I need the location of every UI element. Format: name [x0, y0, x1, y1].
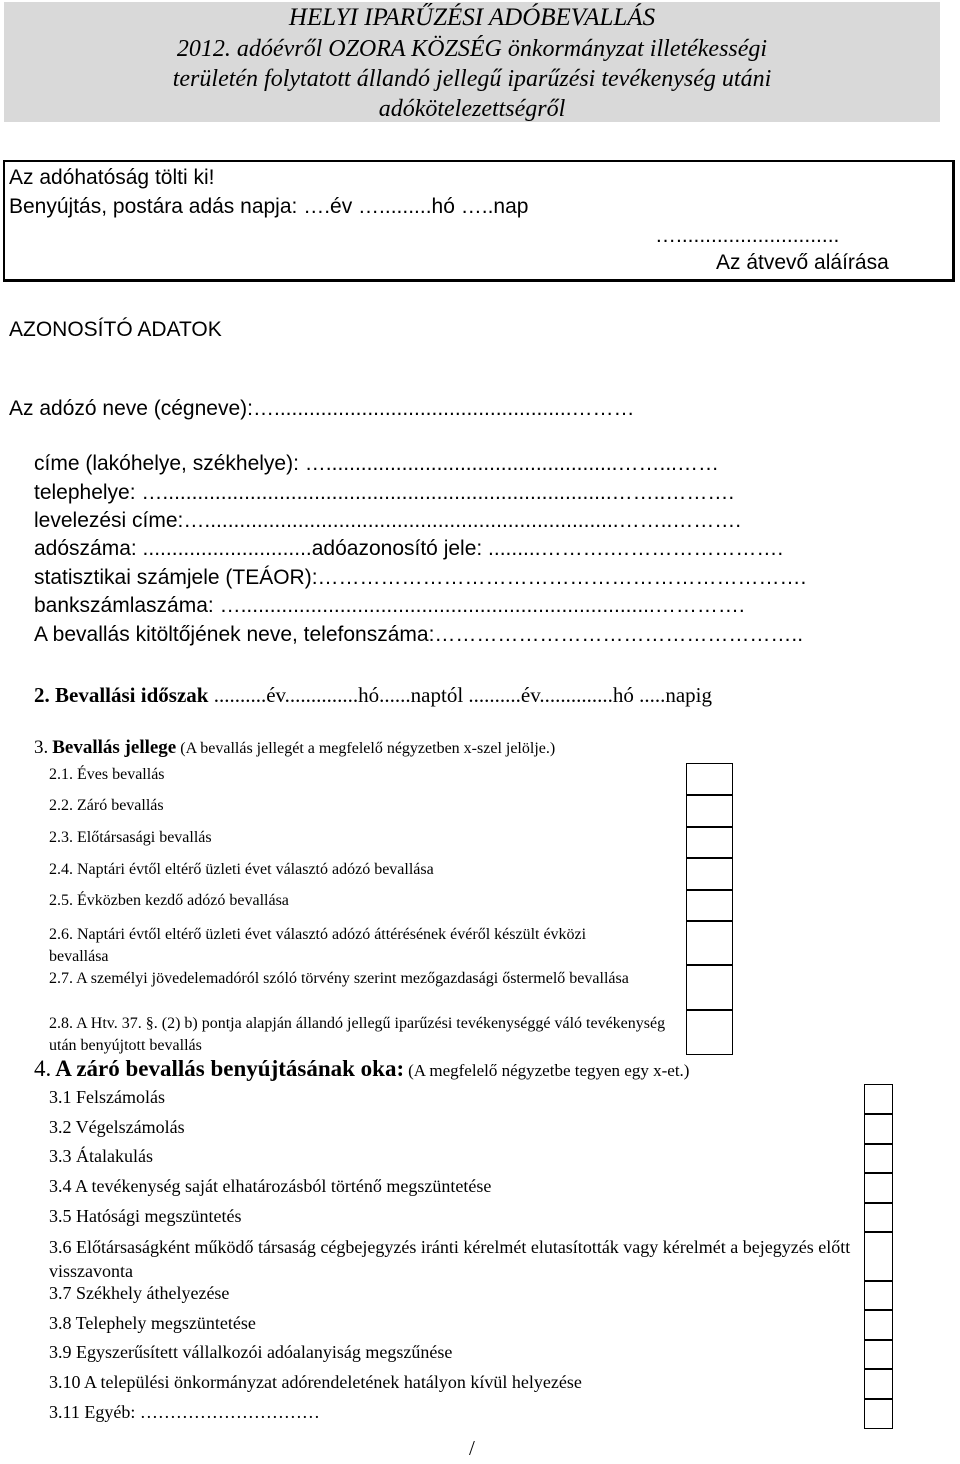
reason-official-termination: 3.5 Hatósági megszüntetés — [49, 1206, 242, 1226]
checkbox-2-2[interactable] — [686, 795, 733, 827]
checkbox-3-9[interactable] — [864, 1340, 893, 1369]
section-4-number: 4. — [34, 1056, 52, 1081]
checkbox-3-11[interactable] — [864, 1399, 893, 1429]
reason-decree-repealed: 3.10 A települési önkormányzat adórendeletének hatályon kívül helyezése — [49, 1372, 582, 1392]
checkbox-3-1[interactable] — [864, 1084, 893, 1114]
bank-account-field[interactable]: bankszámlaszáma: ….......................................................................…………. — [34, 594, 745, 617]
checkbox-2-3[interactable] — [686, 827, 733, 858]
checkbox-3-10[interactable] — [864, 1369, 893, 1399]
identity-heading: AZONOSÍTÓ ADATOK — [9, 318, 222, 341]
taxpayer-name-field[interactable]: Az adózó neve (cégneve):…...................................................……… — [9, 397, 635, 420]
form-subtitle-line-2: területén folytatott állandó jellegű iparűzési tevékenység utáni — [172, 66, 772, 92]
tax-number-field[interactable]: adószáma: .............................adóazonosító jele: .........……….……………………. — [34, 537, 784, 560]
declaration-type-final: 2.2. Záró bevallás — [49, 797, 164, 814]
reason-transformation: 3.3 Átalakulás — [49, 1146, 153, 1166]
checkbox-3-2[interactable] — [864, 1114, 893, 1144]
reason-other[interactable]: 3.11 Egyéb: ………………………… — [49, 1402, 320, 1422]
reason-voluntary-termination: 3.4 A tevékenység saját elhatározásból történő megszüntetése — [49, 1176, 492, 1196]
checkbox-2-7[interactable] — [686, 965, 733, 1010]
declaration-type-fiscal-year: 2.4. Naptári évtől eltérő üzleti évet választó adózó bevallása — [49, 861, 434, 878]
section-3-heading — [34, 737, 555, 759]
checkbox-3-8[interactable] — [864, 1310, 893, 1340]
form-subtitle-line-1: 2012. adóévről OZORA KÖZSÉG önkormányzat illetékességi — [176, 36, 768, 62]
checkbox-3-5[interactable] — [864, 1203, 893, 1232]
declaration-type-htv: 2.8. A Htv. 37. §. (2) b) pontja alapján állandó jellegű iparűzési tevékenységgé váló tevékenység után benyújtott bevallás — [49, 1015, 666, 1054]
checkbox-3-3[interactable] — [864, 1144, 893, 1173]
checkbox-2-1[interactable] — [686, 763, 733, 795]
checkbox-3-4[interactable] — [864, 1173, 893, 1203]
checkbox-2-4[interactable] — [686, 858, 733, 890]
premises-field[interactable]: telephelye: ….............................................................................……..………. — [34, 481, 735, 504]
statistical-code-field[interactable]: statisztikai számjele (TEÁOR):……………………………………………………………. — [34, 566, 807, 589]
checkbox-2-5[interactable] — [686, 890, 733, 921]
reason-winding-up: 3.2 Végelszámolás — [49, 1117, 185, 1137]
section-3-note: (A bevallás jellegét a megfelelő négyzetben x-szel jelölje.) — [180, 740, 556, 757]
section-3-title: Bevallás jellege — [52, 737, 177, 758]
form-subtitle-line-3: adókötelezettségről — [378, 96, 566, 122]
checkbox-2-8[interactable] — [686, 1010, 733, 1055]
period-value: ..........év..............hó......naptól ..........év..............hó .....napig — [208, 683, 713, 707]
signature-line: …............................ — [655, 224, 840, 247]
page-footer-mark: / — [469, 1436, 475, 1460]
declaration-type-farmer: 2.7. A személyi jövedelemadóról szóló törvény szerint mezőgazdasági őstermelő bevallása — [49, 970, 629, 987]
section-3-number: 3. — [34, 737, 49, 758]
mailing-address-field[interactable]: levelezési címe:….......................................................................……..………. — [34, 509, 742, 532]
declaration-type-fiscal-switch: 2.6. Naptári évtől eltérő üzleti évet választó adózó áttérésének évéről készült évközi bevallása — [49, 926, 587, 965]
reason-liquidation: 3.1 Felszámolás — [49, 1087, 165, 1107]
reason-seat-relocation: 3.7 Székhely áthelyezése — [49, 1283, 230, 1303]
checkbox-3-6[interactable] — [864, 1232, 893, 1281]
declaration-type-annual: 2.1. Éves bevallás — [49, 766, 165, 783]
declaration-type-pre-company: 2.3. Előtársasági bevallás — [49, 829, 212, 846]
reason-premises-closure: 3.8 Telephely megszüntetése — [49, 1313, 256, 1333]
form-header — [4, 2, 940, 122]
authority-heading: Az adóhatóság tölti ki! — [9, 166, 215, 189]
signature-label: Az átvevő aláírása — [716, 251, 889, 274]
section-4-note: (A megfelelő négyzetbe tegyen egy x-et.) — [408, 1061, 690, 1080]
declaration-type-new-starter: 2.5. Évközben kezdő adózó bevallása — [49, 892, 289, 909]
filer-contact-field[interactable]: A bevallás kitöltőjének neve, telefonszáma:…………………………………………….. — [34, 623, 804, 646]
reason-simplified-tax-end: 3.9 Egyszerűsített vállalkozói adóalanyiság megszűnése — [49, 1342, 453, 1362]
period-label: 2. Bevallási időszak — [34, 683, 209, 707]
form-title: HELYI IPARŰZÉSI ADÓBEVALLÁS — [288, 4, 656, 31]
submission-date-field[interactable]: Benyújtás, postára adás napja: ….év ….........hó …..nap — [9, 195, 529, 218]
section-4-heading — [34, 1056, 689, 1082]
checkbox-2-6[interactable] — [686, 921, 733, 965]
section-4-title: A záró bevallás benyújtásának oka: — [55, 1056, 405, 1081]
reason-registration-rejected: 3.6 Előtársaságként működő társaság cégbejegyzés iránti kérelmét elutasították vagy kérelmét a bejegyzés előtt visszavonta — [49, 1237, 851, 1281]
address-field[interactable]: címe (lakóhelye, székhelye): …..................................................……...…… — [34, 452, 720, 475]
period-row[interactable] — [34, 683, 712, 708]
checkbox-3-7[interactable] — [864, 1281, 893, 1310]
